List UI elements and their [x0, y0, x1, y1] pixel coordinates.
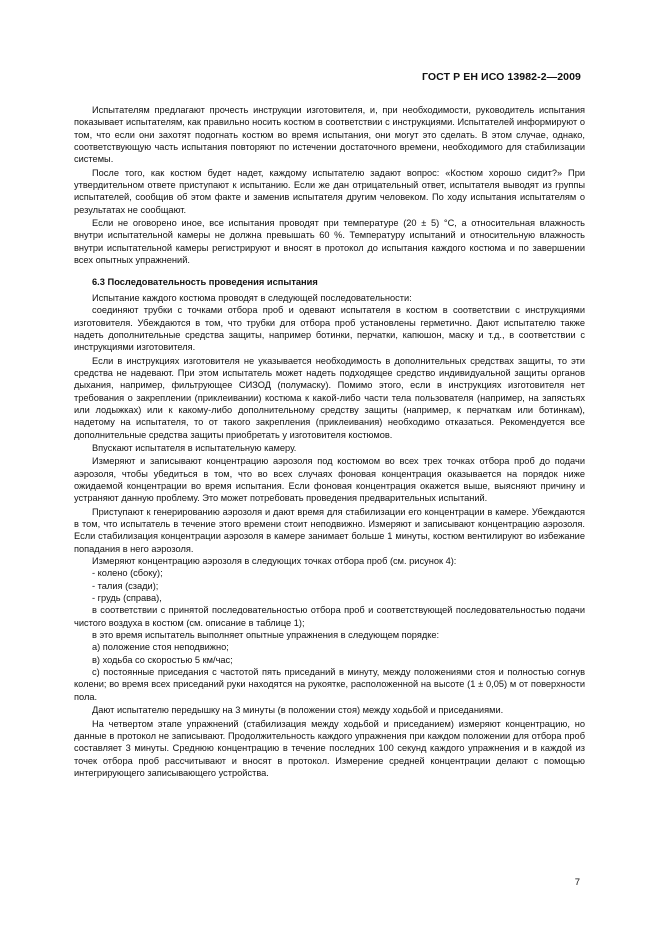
paragraph-sampling-order: в соответствии с принятой последовательностью отбора проб и соответствующей последовательностью подачи чистого воздуха в костюм (см. описание в таблице 1); [74, 605, 585, 628]
page-number: 7 [574, 877, 580, 888]
paragraph-temperature: Если не оговорено иное, все испытания проводят при температуре (20 ± 5) °С, а относительная влажность внутри испытательной камеры не должна превышать 60 %. Температуру испытаний и относительную влажность внутри испытательной камеры регистрируют и вносят в протокол до испытания каждого костюма и по завершении всех опытных упражнений. [74, 218, 585, 266]
paragraph-sequence-intro: Испытание каждого костюма проводят в следующей последовательности: [92, 292, 412, 303]
paragraph-exercise-order: в это время испытатель выполняет опытные упражнения в следующем порядке: [92, 630, 440, 641]
list-item-standing: а) положение стоя неподвижно; [92, 642, 229, 653]
list-item-waist: - талия (сзади); [92, 580, 159, 591]
standard-header: ГОСТ Р ЕН ИСО 13982-2—2009 [421, 71, 581, 83]
paragraph-aerosol-generation: Приступают к генерированию аэрозоля и дают время для стабилизации его концентрации в камере. Убеждаются в том, что испытатель в течение этого времени стоит неподвижно. Измеряют и записывают концентрацию аэрозоля. Если стабилизация концентрации аэрозоля в камере занимает больше 1 минуты, костюм вентилируют во избежание попадания в него аэрозоля. [74, 506, 585, 554]
paragraph-enter-chamber: Впускают испытателя в испытательную камеру. [92, 442, 297, 453]
list-item-chest: - грудь (справа), [92, 593, 162, 604]
paragraph-background-concentration: Измеряют и записывают концентрацию аэрозоля под костюмом во всех трех точках отбора проб до подачи аэрозоля, чтобы убедиться в том, что во всех случаях фоновая концентрация оказывается на порядок ниже ожидаемой концентрации во время испытания. Если фоновая концентрация окажется выше, выясняют причину и устраняют данную проблему. Это может потребовать проведения предварительных испытаний. [74, 456, 585, 504]
paragraph-instructions: Испытателям предлагают прочесть инструкции изготовителя, и, при необходимости, руководитель испытания показывает испытателям, как правильно носить костюм в соответствии с инструкциями. Испытателей информируют о том, что если они захотят подогнать костюм во время испытания, они могут это сделать. В этом случае, однако, соответствующую часть испытания повторяют по истечении достаточного времени, необходимого для стабилизации системы. [74, 105, 585, 165]
section-heading: 6.3 Последовательность проведения испытания [92, 277, 318, 288]
list-item-walking: в) ходьба со скоростью 5 км/час; [92, 654, 233, 665]
paragraph-rest: Дают испытателю передышку на 3 минуты (в положении стоя) между ходьбой и приседаниями. [92, 705, 504, 716]
paragraph-additional-protection: Если в инструкциях изготовителя не указывается необходимость в дополнительных средствах защиты, то эти средства не надевают. При этом испытатель может надеть подходящее средство индивидуальной защиты органов дыхания, например, фильтрующее СИЗОД (полумаску). Помимо этого, если в инструкциях изготовителя нет требования о закреплении (приклеивании) костюма к какой-либо части тела пользователя (например, на запястьях или лодыжках) или к какому-либо дополнительному средству защиты (например, к перчаткам или ботинкам), надетому на испытателя, то от такого закрепления (приклеивания) необходимо отказаться. Рекомендуется все дополнительные средства защиты приобретать у изготовителя костюмов. [74, 355, 585, 440]
list-item-knee: - колено (сбоку); [92, 568, 163, 579]
paragraph-fit-question: После того, как костюм будет надет, каждому испытателю задают вопрос: «Костюм хорошо сидит?» При утвердительном ответе приступают к испытанию. Если же дан отрицательный ответ, испытателя выводят из группы испытателей, сообщив об этом факте и заменив испытателя другим человеком. По ходу испытания испытателям о результатах не сообщают. [74, 167, 585, 215]
paragraph-measurement: На четвертом этапе упражнений (стабилизация между ходьбой и приседанием) измеряют концентрацию, но данные в протокол не записывают. Продолжительность каждого упражнения при каждом положении для отбора проб составляет 3 минуты. Среднюю концентрацию в течение последних 100 секунд каждого упражнения и в каждой из точек отбора проб рассчитывают и вносят в протокол. Измерение средней концентрации делают с помощью интегрирующего записывающего устройства. [74, 718, 585, 778]
document-body [74, 104, 585, 779]
list-item-squatting: с) постоянные приседания с частотой пять приседаний в минуту, между положениями стоя и полностью согнув колени; во время всех приседаний руки находятся на рукоятке, расположенной на высоте (1 ± 0,05) м от поверхности пола. [74, 667, 585, 702]
paragraph-connect-tubes: соединяют трубки с точками отбора проб и одевают испытателя в костюм в соответствии с инструкциями изготовителя. Убеждаются в том, что трубки для отбора проб установлены герметично. Дают испытателю также надеть дополнительные средства защиты, например ботинки, перчатки, капюшон, маску и т.д., в соответствии с инструкциями изготовителя. [74, 305, 585, 353]
paragraph-sampling-points: Измеряют концентрацию аэрозоля в следующих точках отбора проб (см. рисунок 4): [92, 556, 457, 567]
